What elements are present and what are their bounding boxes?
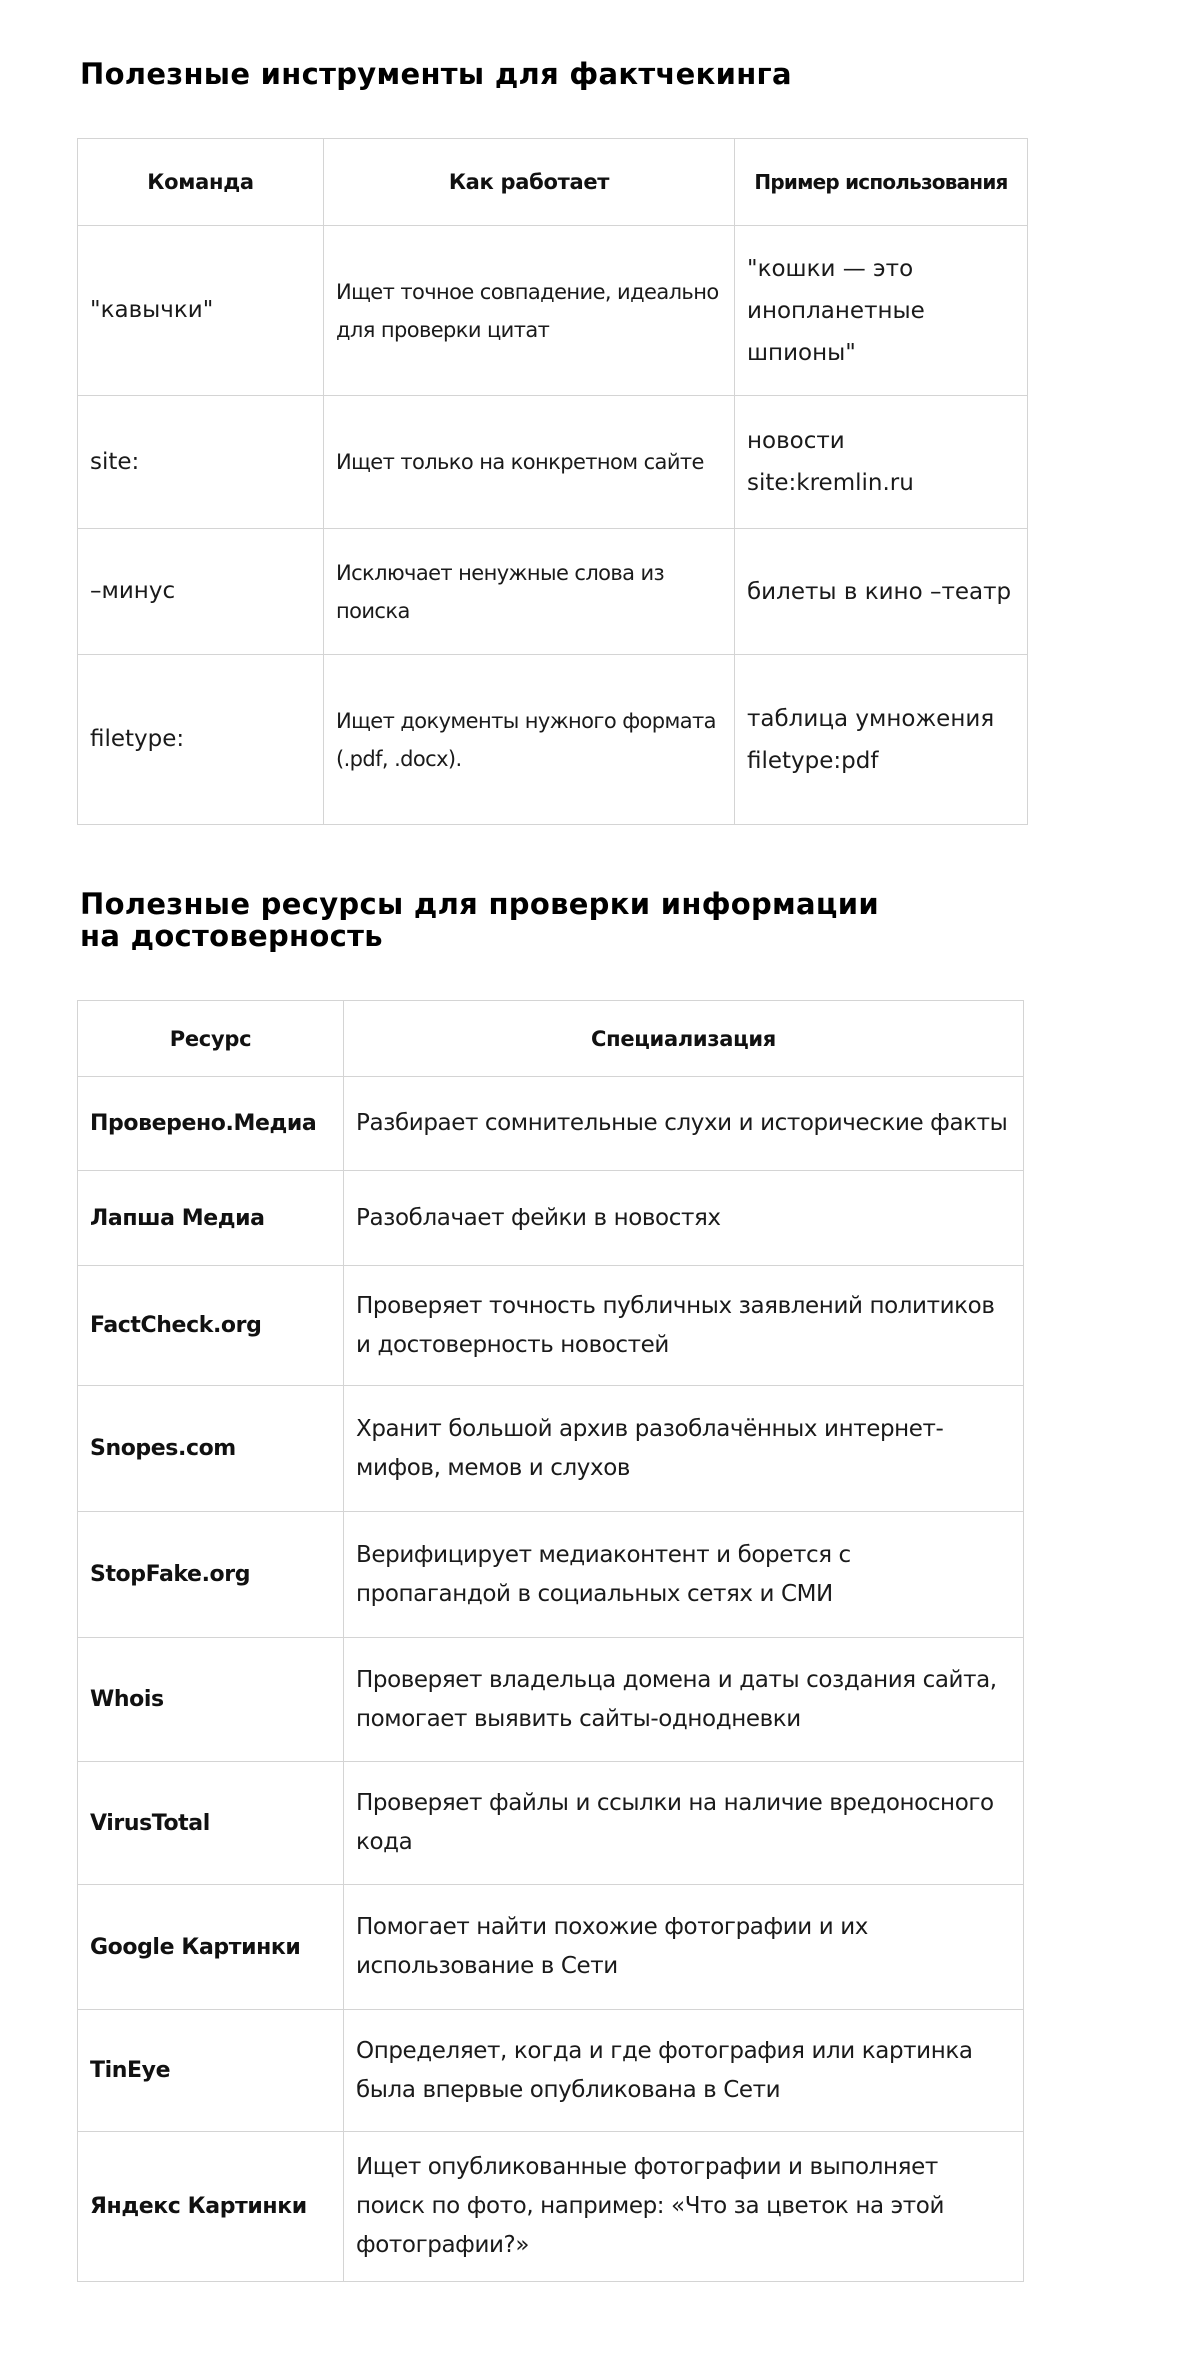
table-row [78, 2132, 1024, 2282]
resource-name-cell: VirusTotal [78, 1762, 344, 1885]
table-row [78, 1386, 1024, 1512]
resource-name-cell: Snopes.com [78, 1386, 344, 1512]
specialization-cell: Определяет, когда и где фотография или картинка была впервые опубликована в Сети [344, 2010, 1024, 2132]
table-row [78, 1638, 1024, 1762]
table-row [78, 529, 1028, 655]
resource-name-cell: FactCheck.org [78, 1266, 344, 1386]
example-cell: "кошки — это инопланетные шпионы" [735, 226, 1028, 396]
description-cell: Исключает ненужные слова из поиска [324, 529, 735, 655]
table-row [78, 1266, 1024, 1386]
table-header-row [78, 139, 1028, 226]
table-row [78, 655, 1028, 825]
column-header-command: Команда [78, 139, 324, 226]
command-cell: –минус [78, 529, 324, 655]
resource-name-cell: Лапша Медиа [78, 1171, 344, 1266]
column-header-how-it-works: Как работает [324, 139, 735, 226]
specialization-cell: Ищет опубликованные фотографии и выполняет поиск по фото, например: «Что за цветок на этой фотографии?» [344, 2132, 1024, 2282]
table-row [78, 1512, 1024, 1638]
resource-name-cell: Google Картинки [78, 1885, 344, 2010]
table-row [78, 1171, 1024, 1266]
specialization-cell: Верифицирует медиаконтент и борется с пропагандой в социальных сетях и СМИ [344, 1512, 1024, 1638]
table-row [78, 226, 1028, 396]
verification-resources-table [77, 1000, 1024, 2282]
table-row [78, 396, 1028, 529]
specialization-cell: Помогает найти похожие фотографии и их использование в Сети [344, 1885, 1024, 2010]
specialization-cell: Проверяет файлы и ссылки на наличие вредоносного кода [344, 1762, 1024, 1885]
table-row [78, 1885, 1024, 2010]
table-header-row [78, 1001, 1024, 1077]
section-title-verification-resources: Полезные ресурсы для проверки информации на достоверность [80, 887, 879, 953]
command-cell: "кавычки" [78, 226, 324, 396]
example-cell: таблица умножения filetype:pdf [735, 655, 1028, 825]
command-cell: site: [78, 396, 324, 529]
table-row [78, 1762, 1024, 1885]
specialization-cell: Разбирает сомнительные слухи и исторические факты [344, 1077, 1024, 1171]
resource-name-cell: Яндекс Картинки [78, 2132, 344, 2282]
resource-name-cell: Whois [78, 1638, 344, 1762]
specialization-cell: Проверяет точность публичных заявлений политиков и достоверность новостей [344, 1266, 1024, 1386]
command-cell: filetype: [78, 655, 324, 825]
section-title-fact-checking-tools: Полезные инструменты для фактчекинга [80, 57, 792, 91]
table-row [78, 2010, 1024, 2132]
resource-name-cell: TinEye [78, 2010, 344, 2132]
resource-name-cell: Проверено.Медиа [78, 1077, 344, 1171]
column-header-example: Пример использования [735, 139, 1028, 226]
description-cell: Ищет документы нужного формата (.pdf, .docx). [324, 655, 735, 825]
specialization-cell: Проверяет владельца домена и даты создания сайта, помогает выявить сайты-однодневки [344, 1638, 1024, 1762]
resource-name-cell: StopFake.org [78, 1512, 344, 1638]
specialization-cell: Хранит большой архив разоблачённых интернет-мифов, мемов и слухов [344, 1386, 1024, 1512]
search-operators-table [77, 138, 1028, 825]
column-header-specialization: Специализация [344, 1001, 1024, 1077]
table-row [78, 1077, 1024, 1171]
example-cell: новости site:kremlin.ru [735, 396, 1028, 529]
specialization-cell: Разоблачает фейки в новостях [344, 1171, 1024, 1266]
description-cell: Ищет только на конкретном сайте [324, 396, 735, 529]
description-cell: Ищет точное совпадение, идеально для проверки цитат [324, 226, 735, 396]
example-cell: билеты в кино –театр [735, 529, 1028, 655]
column-header-resource: Ресурс [78, 1001, 344, 1077]
